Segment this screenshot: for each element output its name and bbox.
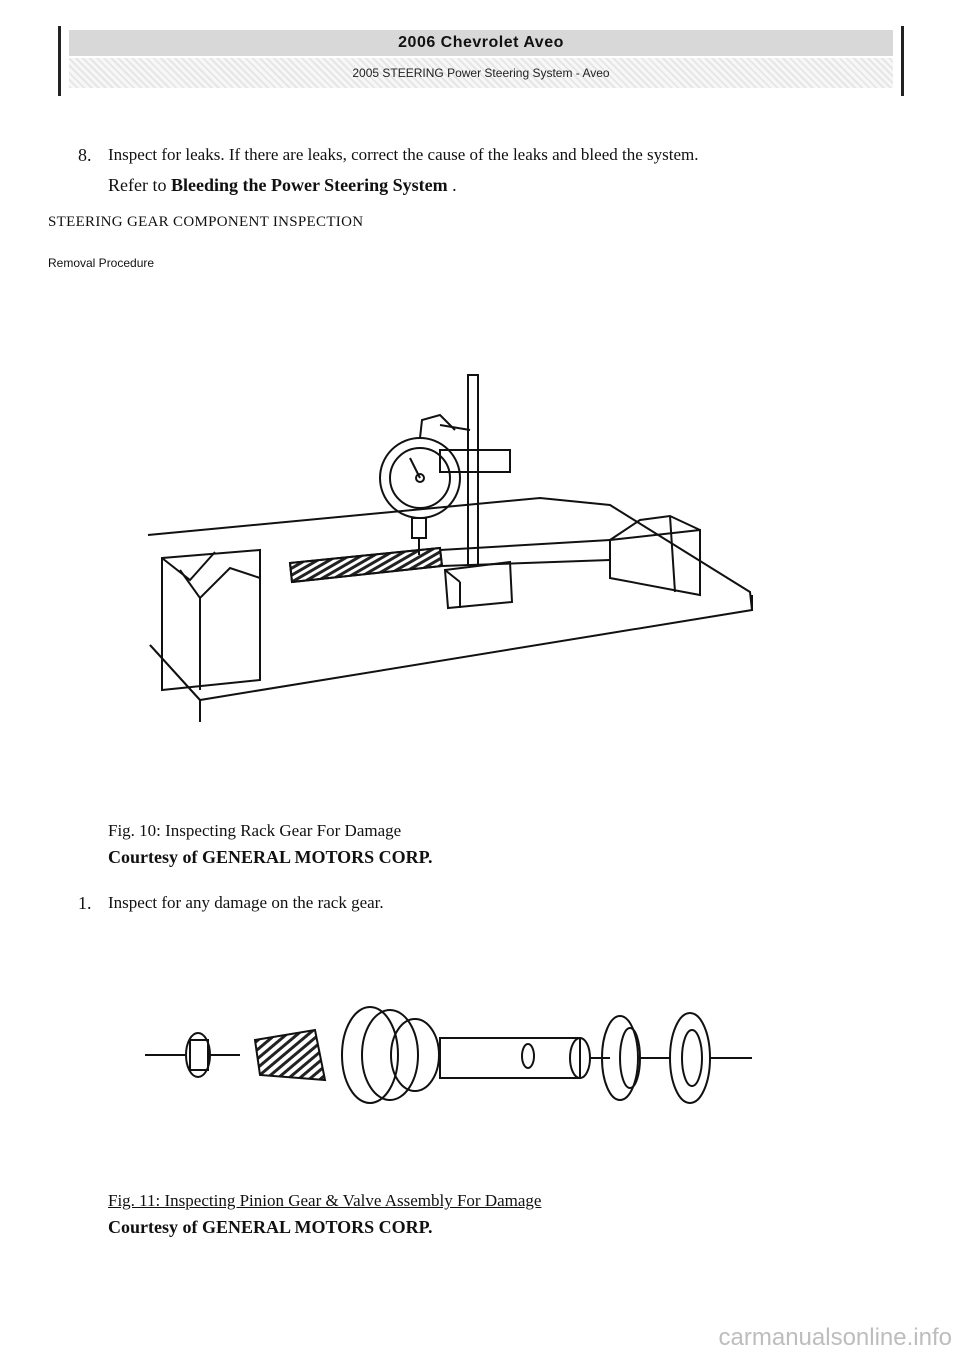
reference-suffix: . xyxy=(447,175,457,195)
figure-11-caption: Fig. 11: Inspecting Pinion Gear & Valve Assembly For Damage xyxy=(108,1191,542,1210)
valve-body xyxy=(342,1007,398,1103)
pinion-gear-figure xyxy=(140,1000,760,1110)
bleeding-link[interactable]: Bleeding the Power Steering System xyxy=(170,175,448,195)
rack-gear-figure xyxy=(140,370,760,730)
step-1 xyxy=(78,890,778,920)
section-title: STEERING GEAR COMPONENT INSPECTION xyxy=(48,214,364,230)
right-v-block xyxy=(610,530,700,595)
page-header xyxy=(58,26,904,96)
step-text: Inspect for leaks. If there are leaks, correct the cause of the leaks and bleed the system. xyxy=(108,145,699,164)
document-subtitle: 2005 STEERING Power Steering System - Aveo xyxy=(69,58,893,88)
figure-10-courtesy: Courtesy of GENERAL MOTORS CORP. xyxy=(108,847,433,867)
step-number: 1. xyxy=(78,893,92,913)
base-plate xyxy=(148,498,752,700)
middle-block xyxy=(445,562,512,608)
pinion-gear xyxy=(255,1030,325,1080)
indicator-stand xyxy=(468,375,478,565)
figure-10-caption-block xyxy=(108,818,433,870)
step-8 xyxy=(78,142,898,202)
procedure-subtitle: Removal Procedure xyxy=(48,256,155,270)
step-reference xyxy=(108,172,457,198)
figure-11-courtesy: Courtesy of GENERAL MOTORS CORP. xyxy=(108,1217,433,1237)
left-v-block xyxy=(162,550,260,690)
figure-11-caption-block xyxy=(108,1188,541,1240)
reference-prefix: Refer to xyxy=(108,175,171,195)
valve-shaft xyxy=(440,1038,580,1078)
seal-right xyxy=(670,1013,710,1103)
figure-10-caption: Fig. 10: Inspecting Rack Gear For Damage xyxy=(108,821,402,840)
watermark: carmanualsonline.info xyxy=(718,1324,952,1351)
document-title: 2006 Chevrolet Aveo xyxy=(69,30,893,56)
step-text: Inspect for any damage on the rack gear. xyxy=(108,893,384,912)
step-number: 8. xyxy=(78,145,92,165)
